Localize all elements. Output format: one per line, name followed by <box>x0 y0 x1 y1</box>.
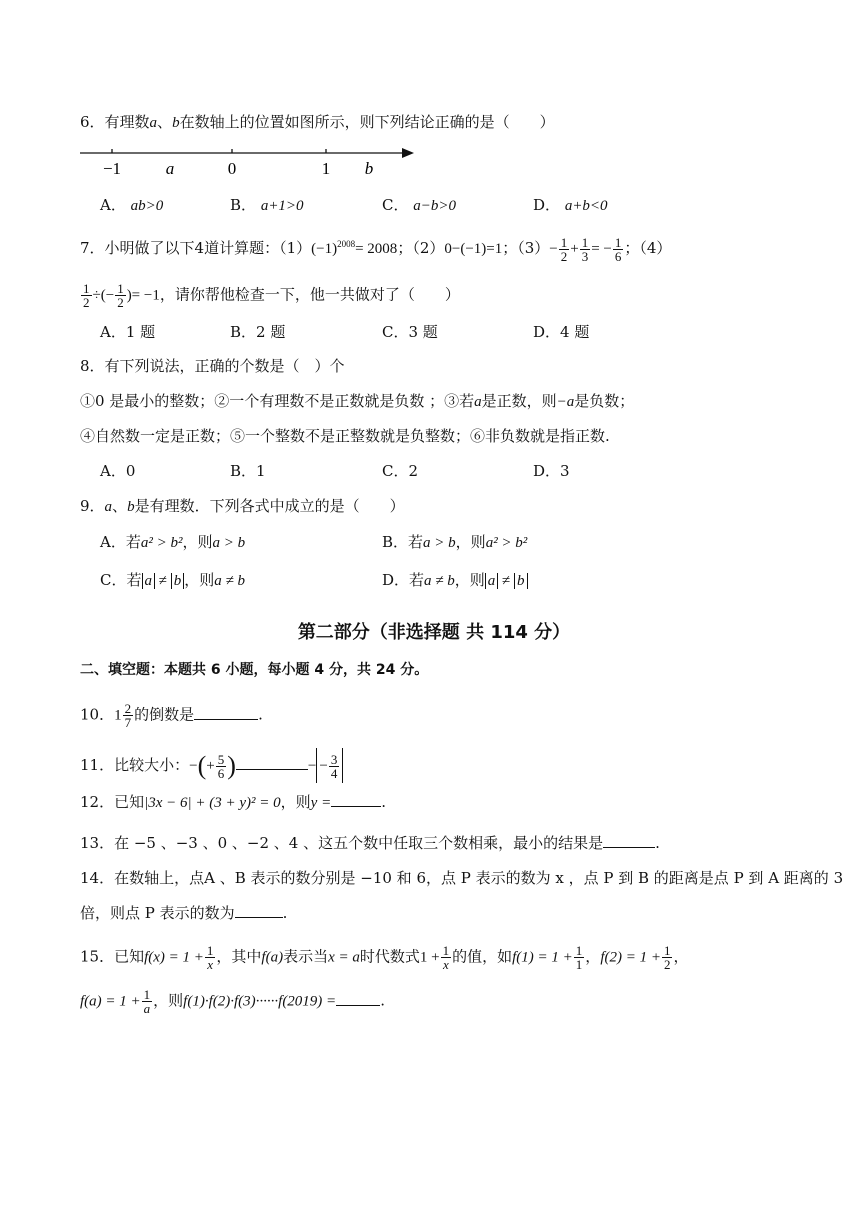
tick-label-neg1: −1 <box>102 159 122 178</box>
q6-stem: 6．有理数a、b在数轴上的位置如图所示，则下列结论正确的是（ ） <box>80 113 555 131</box>
q8-option-c[interactable]: C．2 <box>382 462 419 480</box>
q13: 13．在 −5 、−3 、0 、−2 、4 、这五个数中任取三个数相乘，最小的结果是 . <box>80 834 660 852</box>
tick-label-0: 0 <box>227 159 237 178</box>
q7-stem-line2: $\frac{1}{2}$ ÷(− $\frac{1}{2}$ )= −1，请你帮他检查一下，他一共做对了（ ） <box>83 281 460 310</box>
q9-option-d[interactable]: D．若a ≠ b，则 a ≠ b <box>382 570 528 591</box>
q14-line1: 14．在数轴上，点A 、B 表示的数分别是 −10 和 6，点 P 表示的数为 x ，点 P 到 B 的距离是点 P 到 A 距离的 3 <box>80 869 844 887</box>
q8-stem: 8．有下列说法，正确的个数是（ ）个 <box>80 357 345 375</box>
section-subtitle: 二、填空题：本题共 6 小题，每小题 4 分，共 24 分。 <box>80 662 429 678</box>
q14-line2: 倍，则点 P 表示的数为 . <box>80 904 288 922</box>
q15-line2: f(a) = 1 + $\frac{1}{a}$ ，则f(1)·f(2)·f(3)······f(2019) = . <box>80 987 385 1016</box>
q15-answer-blank[interactable] <box>336 991 380 1006</box>
q15-line1: 15．已知f(x) = 1 + $\frac{1}{x}$ ，其中f(a)表示当x = a时代数式1 + $\frac{1}{x}$ 的值，如f(1) = 1 + $\frac{1}{1}$ ，f(2) = 1 + $\frac{1}{2}$ ， <box>80 943 689 972</box>
q11-answer-blank[interactable] <box>236 755 308 770</box>
q6-option-b[interactable]: B． a+1>0 <box>230 196 304 214</box>
q13-answer-blank[interactable] <box>603 833 655 848</box>
q8-option-a[interactable]: A．0 <box>100 462 136 480</box>
q8-option-d[interactable]: D．3 <box>533 462 570 480</box>
q7-option-b[interactable]: B．2 题 <box>230 323 286 341</box>
q8-option-b[interactable]: B．1 <box>230 462 266 480</box>
number-line <box>0 138 868 198</box>
q9-option-b[interactable]: B．若a > b，则a² > b² <box>382 533 528 551</box>
q6-option-d[interactable]: D． a+b<0 <box>533 196 608 214</box>
q12: 12．已知|3x − 6| + (3 + y)² = 0，则y = . <box>80 793 386 811</box>
q8-statements-line2: ④自然数一定是正数；⑤一个整数不是正整数就是负整数；⑥非负数就是指正数. <box>80 427 610 445</box>
tick-label-b: b <box>364 159 374 178</box>
q7-option-a[interactable]: A．1 题 <box>100 323 156 341</box>
q7-stem-line1: 7．小明做了以下4道计算题：$(1)(-1)^{2008}= 2008$；（2）0−(−1)=1；（3）− $\frac{1}{2}$ + $\frac{1}{3}$ = − $\frac{1}{6}$ ；（4） <box>80 234 672 264</box>
q11: 11．比较大小：−(+ $\frac{5}{6}$ ) − − $\frac{3}{4}$ <box>80 748 343 783</box>
q7-option-d[interactable]: D．4 题 <box>533 323 590 341</box>
q9-stem: 9．a、b是有理数．下列各式中成立的是（ ） <box>80 497 405 515</box>
q10-answer-blank[interactable] <box>194 705 258 720</box>
tick-label-1: 1 <box>321 159 331 178</box>
q9-option-a[interactable]: A．若a² > b²，则a > b <box>100 533 246 551</box>
q9-option-c[interactable]: C．若 a ≠ b ，则a ≠ b <box>100 571 245 589</box>
q6-option-c[interactable]: C． a−b>0 <box>382 196 457 214</box>
tick-label-a: a <box>165 159 175 178</box>
q8-statements-line1: ①0 是最小的整数；②一个有理数不是正数就是负数 ；③若a是正数，则−a是负数； <box>80 392 635 410</box>
q10: 10．1 $\frac{2}{7}$ 的倒数是 . <box>80 701 263 730</box>
q7-option-c[interactable]: C．3 题 <box>382 323 438 341</box>
section-title: 第二部分（非选择题 共 114 分） <box>297 622 571 643</box>
q12-answer-blank[interactable] <box>331 792 381 807</box>
q14-answer-blank[interactable] <box>235 903 283 918</box>
q6-option-a[interactable]: A． ab>0 <box>100 196 164 214</box>
